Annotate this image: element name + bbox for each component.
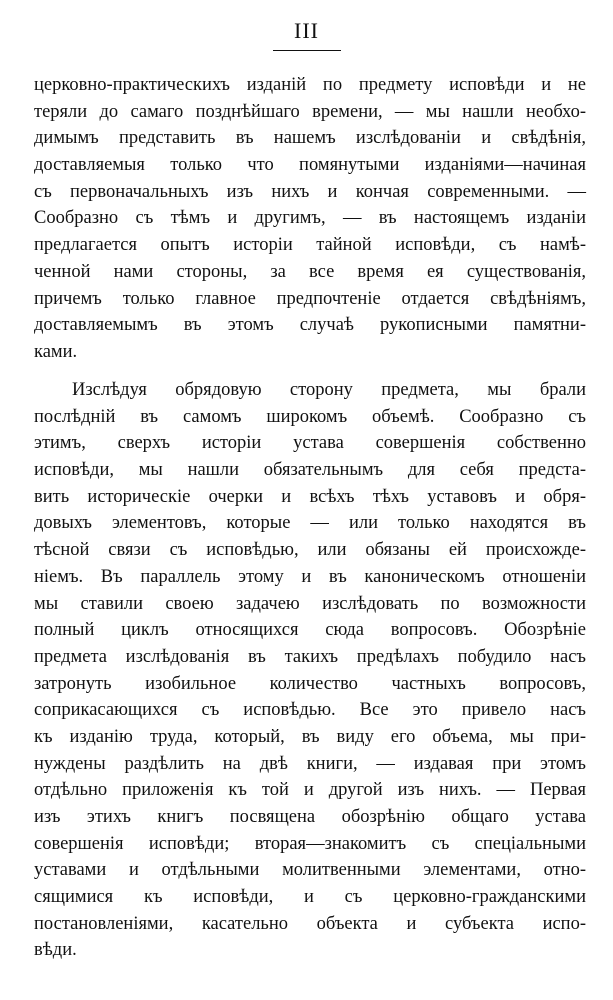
text-line: послѣднiй въ самомъ широкомъ объемѣ. Сообразно съ [34,406,586,427]
text-line: мы ставили своею задачею изслѣдовать по возможности [34,593,586,614]
page-number [0,18,613,51]
text-line: къ изданiю труда, который, въ виду его объема, мы при- [34,726,586,747]
page-number-text: III [294,18,319,43]
text-line: уставами и отдѣльными молитвенными элементами, отно- [34,860,586,881]
text-line: сящимися къ исповѣди, и съ церковно-гражданскими [34,887,586,908]
text-line: причемъ только главное предпочтенiе отдается свѣдѣнiямъ, [34,288,586,309]
text-line: полный циклъ относящихся сюда вопросовъ. Обозрѣнiе [34,620,586,641]
text-line: изъ этихъ книгъ посвящена обозрѣнiю общаго устава [34,807,586,827]
text-line: совершенiя исповѣди; вторая—знакомитъ съ спецiальными [34,833,586,854]
paragraph-1 [34,72,586,366]
text-line: теряли до самаго позднѣйшаго времени, — мы нашли необхо- [34,101,586,122]
text-line: ченной нами стороны, за все время ея существованiя, [34,261,586,282]
text-line: предлагается опытъ исторiи тайной исповѣди, съ намѣ- [34,235,586,256]
text-line: вить историческiе очерки и всѣхъ тѣхъ уставовъ и обря- [34,486,586,507]
text-line: нуждены раздѣлить на двѣ книги, — издавая при этомъ [34,753,586,774]
text-line: исповѣди, мы нашли обязательнымъ для себя предста- [34,460,586,481]
page-number-rule [273,50,341,51]
text-line: постановленiями, касательно объекта и субъекта испо- [34,913,586,934]
text-line: доставляемыя только что помянутыми изданiями—начиная [34,155,586,176]
paragraph-2 [34,377,586,964]
text-line: тѣсной связи съ исповѣдью, или обязаны ей происхожде- [34,540,586,561]
text-line: съ первоначальныхъ изъ нихъ и кончая современными. — [34,181,586,202]
text-line: довыхъ элементовъ, которые — или только находятся въ [34,513,586,534]
text-line: вѣди. [34,940,77,961]
text-line: Сообразно съ тѣмъ и другимъ, — въ настоящемъ изданiи [34,208,586,229]
text-line: доставляемымъ въ этомъ случаѣ рукописными памятни- [34,315,586,336]
text-line: предмета изслѣдованiя въ такихъ предѣлахъ побудило насъ [34,646,586,667]
text-line: димымъ представить въ нашемъ изслѣдованiи и свѣдѣнiя, [34,128,586,149]
text-line: нiемъ. Въ параллель этому и въ каноническомъ отношенiи [34,566,586,587]
text-line: соприкасающихся съ исповѣдью. Все это привело насъ [34,700,586,721]
text-line: Изслѣдуя обрядовую сторону предмета, мы брали [72,380,586,400]
text-line: церковно-практическихъ изданiй по предмету исповѣди и не [34,75,586,95]
text-line: этимъ, сверхъ исторiи устава совершенiя собственно [34,433,586,454]
text-line: затронуть изобильное количество частныхъ вопросовъ, [34,673,586,694]
text-line: отдѣльно приложенiя къ той и другой изъ нихъ. — Первая [34,780,586,801]
text-line: ками. [34,341,78,362]
